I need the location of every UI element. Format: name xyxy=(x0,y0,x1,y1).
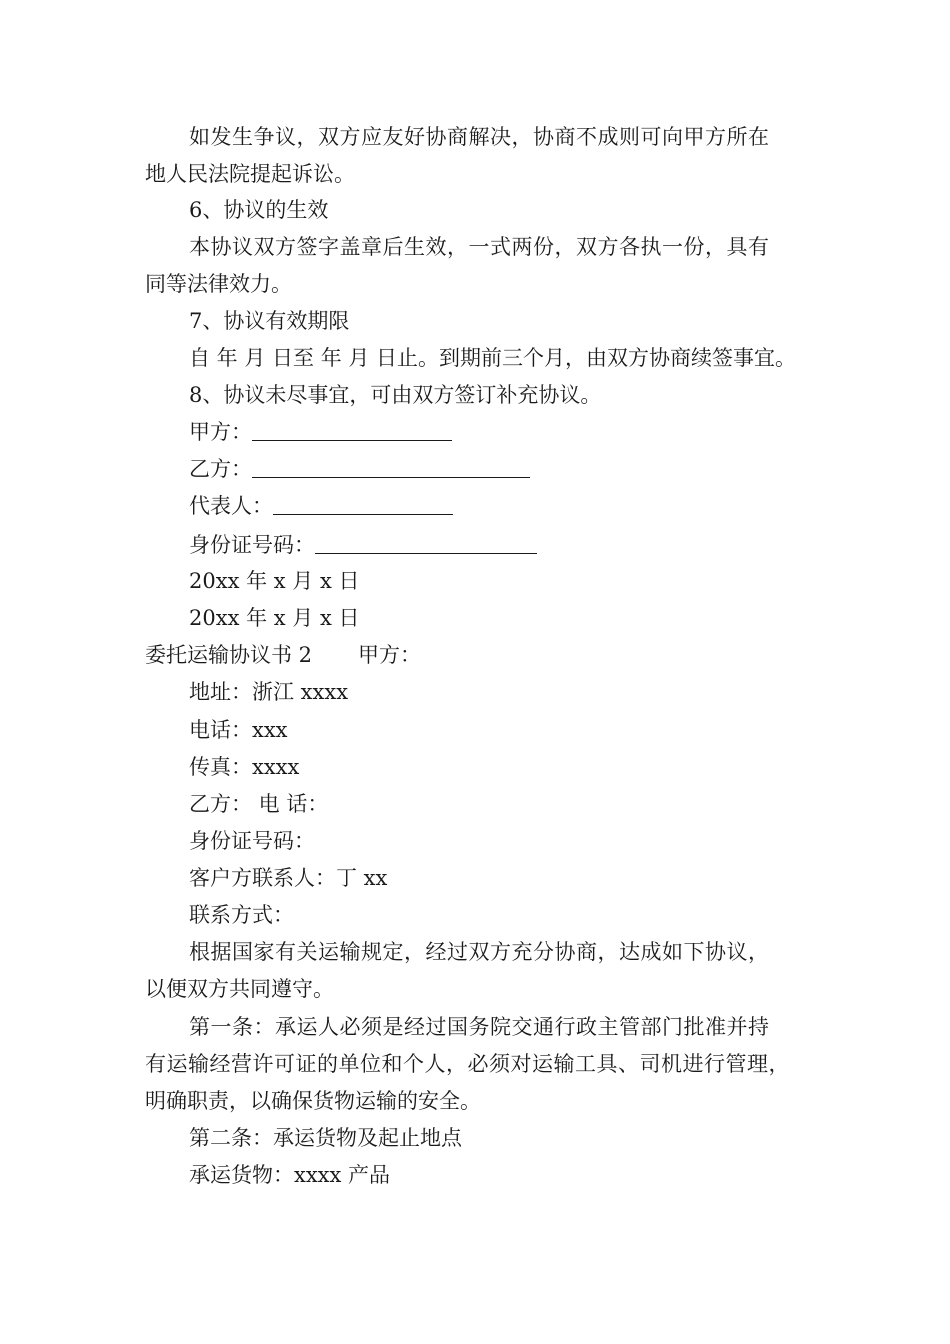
signature-party-b xyxy=(189,454,879,484)
date-line-1: 20xx 年 x 月 x 日 xyxy=(189,569,360,593)
representative-blank xyxy=(273,492,453,515)
representative-label: 代表人： xyxy=(189,494,273,518)
paragraph-preamble-line1: 根据国家有关运输规定，经过双方充分协商，达成如下协议， xyxy=(189,940,770,964)
id-number-label: 身份证号码： xyxy=(189,533,315,557)
signature-party-a xyxy=(189,417,879,447)
party-b-blank xyxy=(252,455,530,478)
contact-method: 联系方式： xyxy=(189,903,294,927)
second-agreement-title xyxy=(145,640,835,670)
date-line-2: 20xx 年 x 月 x 日 xyxy=(189,606,360,630)
party-a-phone: 电话：xxx xyxy=(189,718,288,742)
paragraph-dispute-line1: 如发生争议，双方应友好协商解决，协商不成则可向甲方所在 xyxy=(189,125,770,149)
party-b-label: 乙方： xyxy=(189,457,252,481)
id-number-blank xyxy=(315,531,537,554)
paragraph-effectiveness-line2: 同等法律效力。 xyxy=(145,272,292,296)
party-a-label: 甲方： xyxy=(189,420,252,444)
party-a-address: 地址：浙江 xxxx xyxy=(189,680,349,704)
article-1-line1: 第一条：承运人必须是经过国务院交通行政主管部门批准并持 xyxy=(189,1015,770,1039)
customer-contact: 客户方联系人：丁 xx xyxy=(189,866,388,890)
heading-validity-period: 7、协议有效期限 xyxy=(189,309,350,333)
article-1-line3: 明确职责，以确保货物运输的安全。 xyxy=(145,1089,481,1113)
party-a-fax: 传真：xxxx xyxy=(189,755,300,779)
signature-representative xyxy=(189,491,879,521)
heading-effectiveness: 6、协议的生效 xyxy=(189,198,329,222)
party-b-phone: 乙方： 电 话： xyxy=(189,792,329,816)
paragraph-dispute-line2: 地人民法院提起诉讼。 xyxy=(145,162,355,186)
agreement-title: 委托运输协议书 2 xyxy=(145,643,313,667)
article-2-heading: 第二条：承运货物及起止地点 xyxy=(189,1126,462,1150)
paragraph-validity-period: 自 年 月 日至 年 月 日止。到期前三个月，由双方协商续签事宜。 xyxy=(189,346,797,370)
paragraph-supplementary: 8、协议未尽事宜，可由双方签订补充协议。 xyxy=(189,383,602,407)
party-a-heading: 甲方： xyxy=(358,643,422,667)
cargo-line: 承运货物：xxxx 产品 xyxy=(189,1163,391,1187)
party-a-blank xyxy=(252,418,452,441)
paragraph-effectiveness-line1: 本协议双方签字盖章后生效，一式两份，双方各执一份，具有 xyxy=(189,235,770,259)
paragraph-preamble-line2: 以便双方共同遵守。 xyxy=(145,977,334,1001)
article-1-line2: 有运输经营许可证的单位和个人，必须对运输工具、司机进行管理， xyxy=(145,1052,790,1076)
party-b-id-number: 身份证号码： xyxy=(189,829,315,853)
signature-id-number xyxy=(189,530,879,560)
